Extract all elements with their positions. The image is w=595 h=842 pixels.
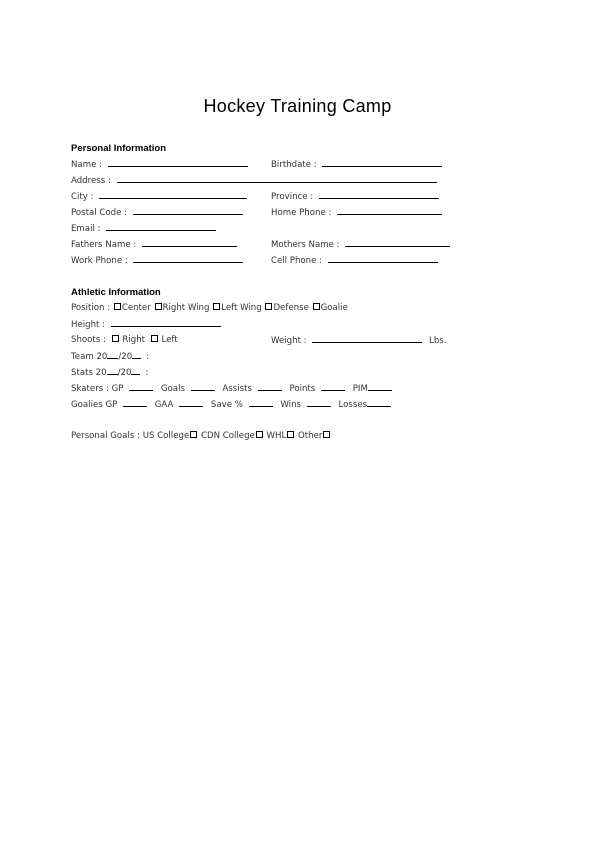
goalies-losses-line[interactable] [367, 398, 391, 407]
position-field [71, 302, 348, 314]
shoots-label: Shoots : [71, 335, 106, 345]
home-phone-label: Home Phone : [271, 208, 332, 218]
page-title: Hockey Training Camp [203, 96, 392, 116]
fathers-name-field [71, 238, 237, 250]
team-year-start-line[interactable] [107, 350, 118, 359]
weight-label: Weight : [271, 336, 307, 346]
weight-unit: Lbs. [429, 336, 447, 346]
province-input-line[interactable] [319, 190, 439, 199]
height-field [71, 318, 221, 330]
stats-colon: : [145, 368, 149, 378]
skaters-points-label: Points [289, 384, 316, 394]
position-right-wing-checkbox[interactable] [155, 303, 162, 310]
province-label: Province : [271, 192, 314, 202]
cdn-college-label: CDN College [200, 431, 255, 441]
position-defense-label: Defense [273, 303, 309, 313]
goalies-wins-line[interactable] [307, 398, 331, 407]
goalies-gaa-line[interactable] [179, 398, 203, 407]
goalies-gaa-label: GAA [154, 400, 174, 410]
position-label: Position : [71, 303, 111, 313]
skaters-pim-line[interactable] [368, 382, 392, 391]
email-label: Email : [71, 224, 101, 234]
stats-prefix: Stats 20 [71, 368, 107, 378]
cell-phone-field [271, 254, 438, 266]
postal-code-label: Postal Code : [71, 208, 127, 218]
position-center-label: Center [121, 303, 151, 313]
goalies-gp-label: Goalies GP [71, 400, 118, 410]
height-label: Height : [71, 320, 106, 330]
birthdate-field [271, 158, 442, 170]
address-input-line[interactable] [117, 174, 437, 183]
shoots-right-checkbox[interactable] [112, 335, 119, 342]
work-phone-field [71, 254, 243, 266]
position-goalie-label: Goalie [320, 303, 348, 313]
weight-input-line[interactable] [312, 334, 422, 343]
goalies-losses-label: Losses [338, 400, 368, 410]
whl-label: WHL [266, 431, 287, 441]
stats-field [71, 366, 148, 378]
goalies-gp-line[interactable] [123, 398, 147, 407]
email-field [71, 222, 216, 234]
position-left-wing-checkbox[interactable] [213, 303, 220, 310]
other-checkbox[interactable] [323, 431, 330, 438]
position-center-checkbox[interactable] [114, 303, 121, 310]
goalies-wins-label: Wins [280, 400, 301, 410]
personal-goals-row [71, 430, 331, 442]
birthdate-label: Birthdate : [271, 160, 317, 170]
name-field [71, 158, 248, 170]
cell-phone-label: Cell Phone : [271, 256, 323, 266]
personal-goals-label: Personal Goals : [71, 431, 140, 441]
position-goalie-checkbox[interactable] [313, 303, 320, 310]
mothers-name-field [271, 238, 450, 250]
us-college-checkbox[interactable] [190, 431, 197, 438]
team-field [71, 350, 149, 362]
skaters-pim-label: PIM [352, 384, 368, 394]
postal-code-field [71, 206, 243, 218]
position-right-wing-label: Right Wing [162, 303, 210, 313]
height-input-line[interactable] [111, 318, 221, 327]
email-input-line[interactable] [106, 222, 216, 231]
fathers-name-input-line[interactable] [142, 238, 237, 247]
skaters-assists-label: Assists [222, 384, 252, 394]
skaters-goals-label: Goals [160, 384, 185, 394]
goalies-save-label: Save % [210, 400, 243, 410]
city-field [71, 190, 247, 202]
work-phone-label: Work Phone : [71, 256, 128, 266]
address-field [71, 174, 437, 186]
work-phone-input-line[interactable] [133, 254, 243, 263]
name-label: Name : [71, 160, 102, 170]
other-label: Other [298, 431, 323, 441]
weight-field [271, 334, 447, 346]
team-year-end-line[interactable] [132, 350, 141, 359]
goalies-save-line[interactable] [249, 398, 273, 407]
home-phone-field [271, 206, 442, 218]
position-left-wing-label: Left Wing [221, 303, 262, 313]
team-colon: : [146, 352, 150, 362]
skaters-stats-row [71, 382, 392, 394]
personal-info-heading: Personal Information [71, 143, 167, 154]
fathers-name-label: Fathers Name : [71, 240, 137, 250]
shoots-field [71, 334, 178, 346]
stats-separator: /20 [117, 368, 132, 378]
shoots-left-checkbox[interactable] [151, 335, 158, 342]
skaters-assists-line[interactable] [258, 382, 282, 391]
city-label: City : [71, 192, 94, 202]
skaters-gp-label: Skaters : GP [71, 384, 124, 394]
address-label: Address : [71, 176, 111, 186]
cdn-college-checkbox[interactable] [256, 431, 263, 438]
home-phone-input-line[interactable] [337, 206, 442, 215]
shoots-left-label: Left [161, 335, 178, 345]
city-input-line[interactable] [99, 190, 247, 199]
us-college-label: US College [142, 431, 190, 441]
mothers-name-input-line[interactable] [345, 238, 450, 247]
name-input-line[interactable] [108, 158, 248, 167]
skaters-gp-line[interactable] [129, 382, 153, 391]
athletic-info-heading: Athletic Information [71, 287, 161, 298]
birthdate-input-line[interactable] [322, 158, 442, 167]
position-defense-checkbox[interactable] [265, 303, 272, 310]
skaters-points-line[interactable] [321, 382, 345, 391]
stats-year-start-line[interactable] [107, 366, 118, 375]
whl-checkbox[interactable] [287, 431, 294, 438]
goalies-stats-row [71, 398, 391, 410]
province-field [271, 190, 439, 202]
team-separator: /20 [118, 352, 133, 362]
shoots-right-label: Right [122, 335, 146, 345]
team-prefix: Team 20 [71, 352, 108, 362]
mothers-name-label: Mothers Name : [271, 240, 340, 250]
skaters-goals-line[interactable] [191, 382, 215, 391]
stats-year-end-line[interactable] [131, 366, 140, 375]
postal-code-input-line[interactable] [133, 206, 243, 215]
cell-phone-input-line[interactable] [328, 254, 438, 263]
